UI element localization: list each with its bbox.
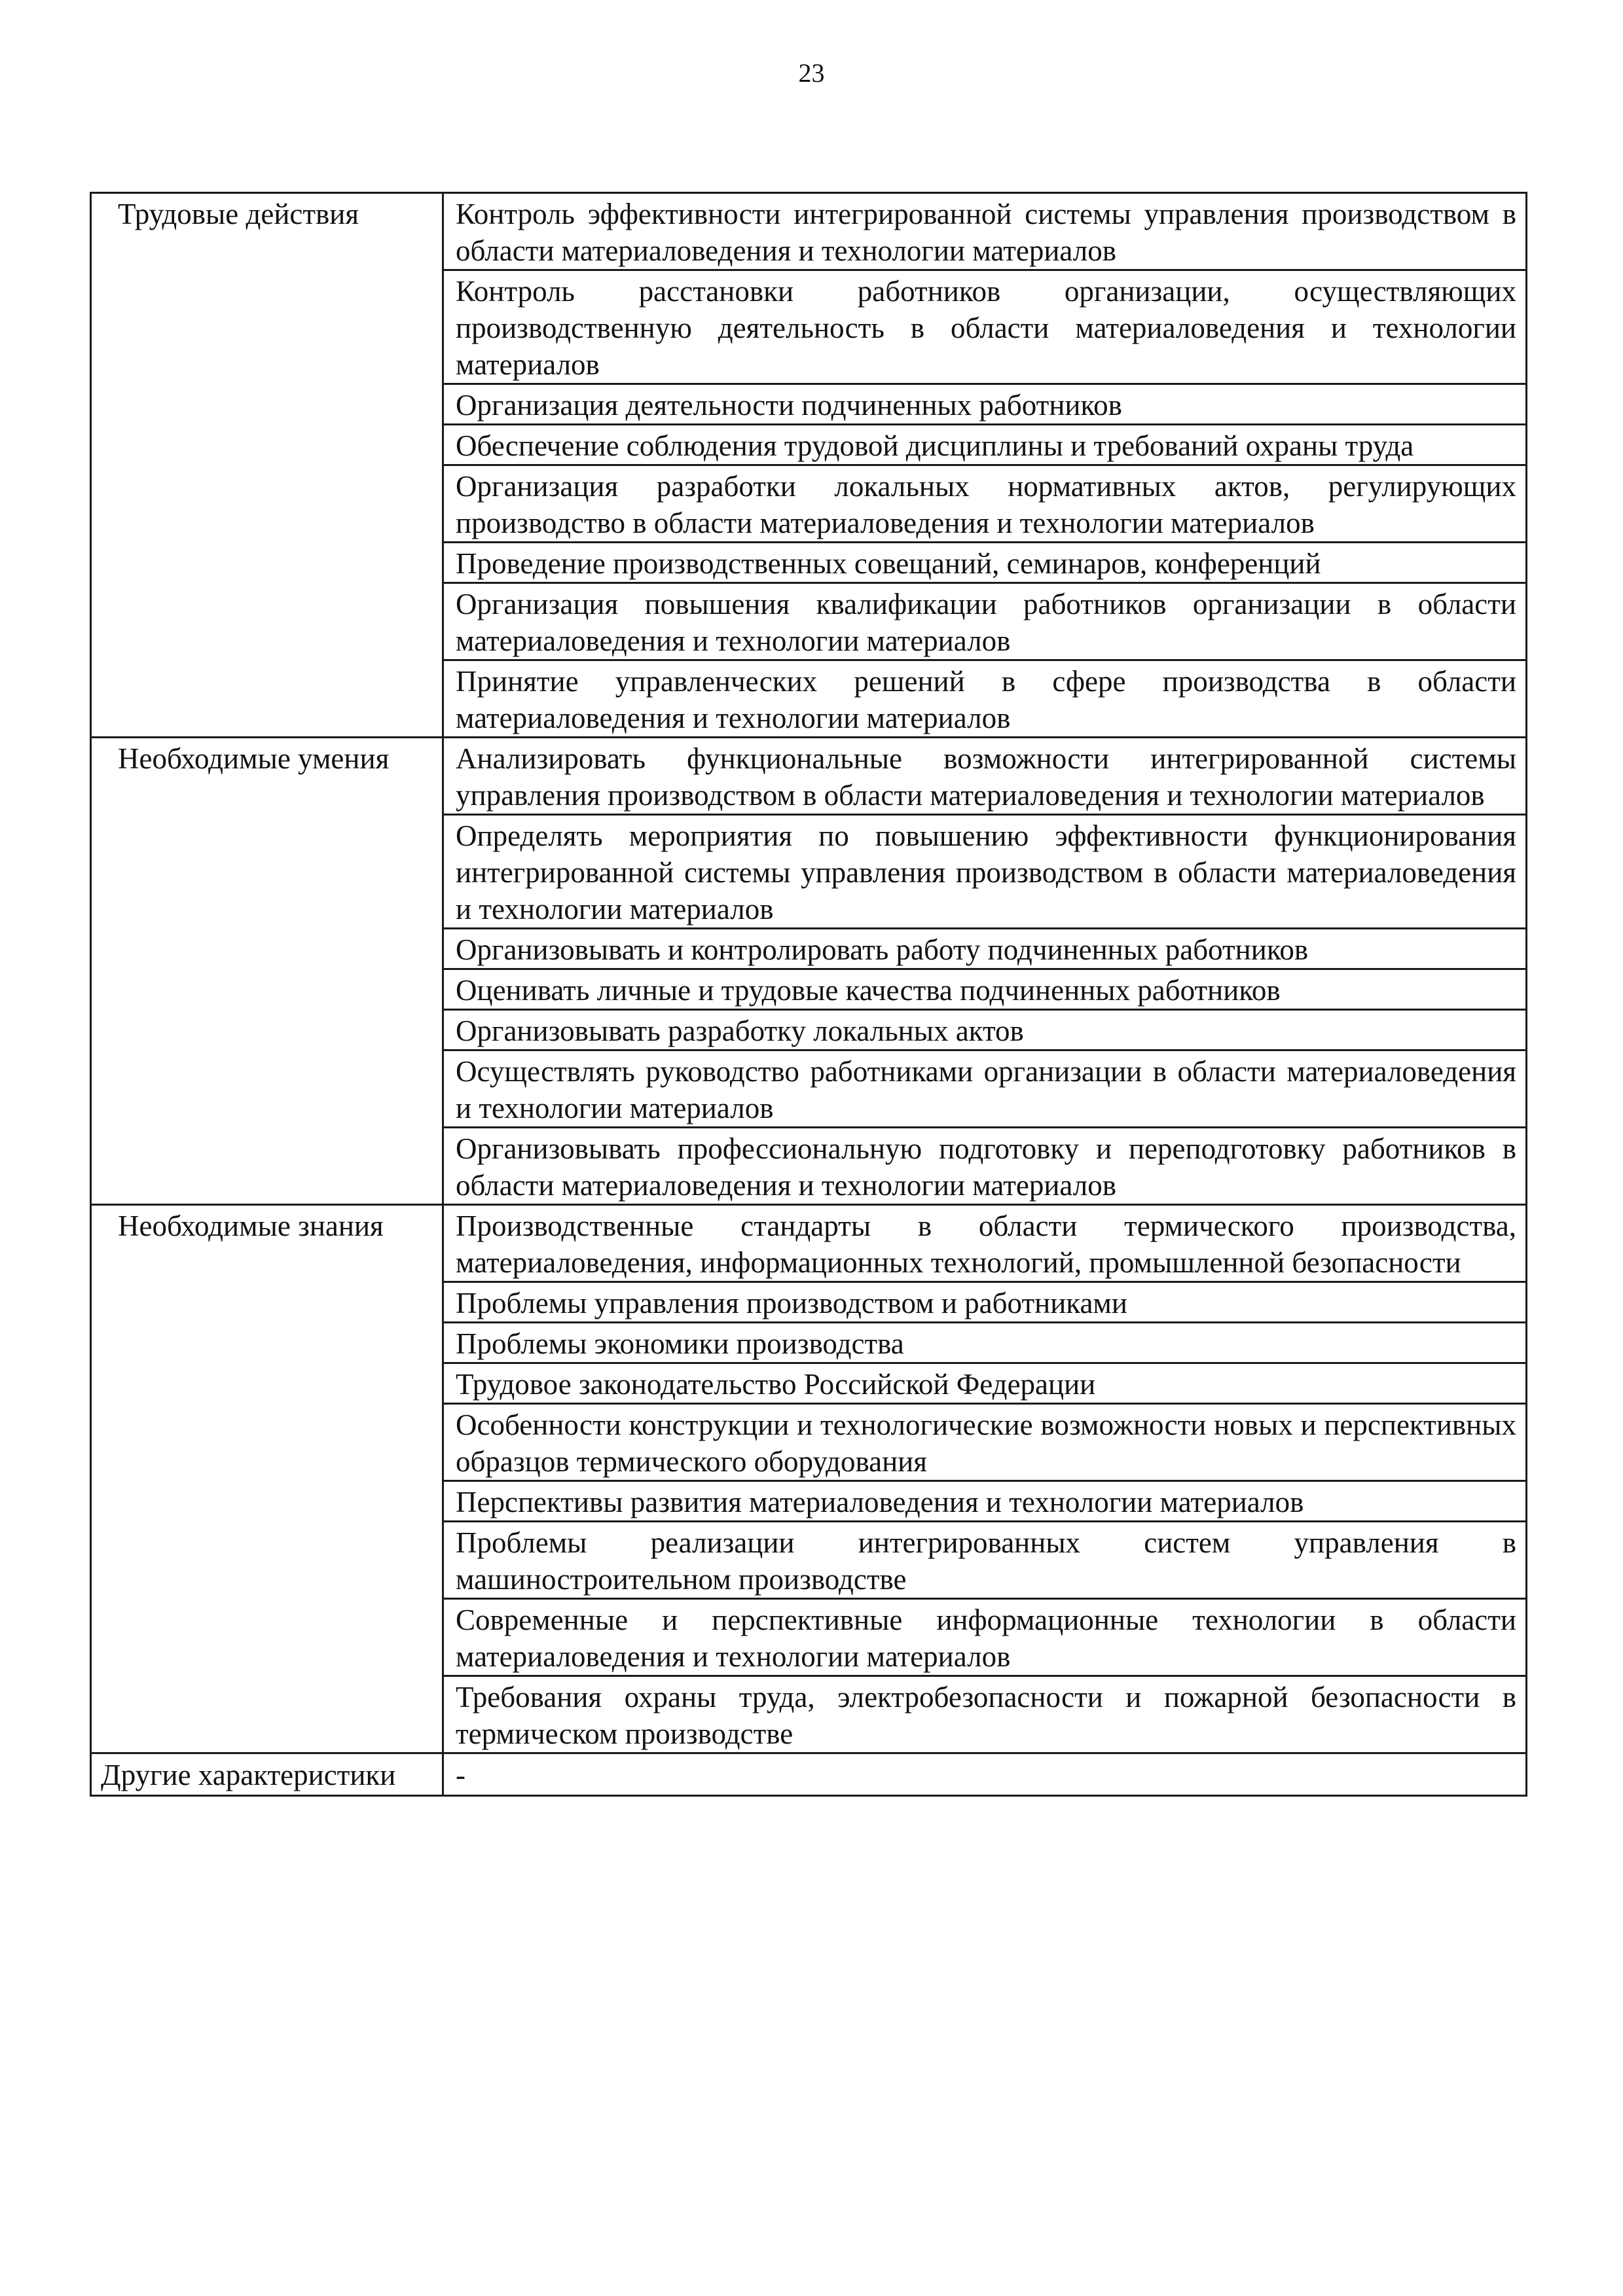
group-label: Необходимые знания bbox=[91, 1205, 443, 1753]
group-item: Принятие управленческих решений в сфере производства в области материаловедения и технологии материалов bbox=[443, 660, 1527, 738]
group-item: Требования охраны труда, электробезопасности и пожарной безопасности в термическом производстве bbox=[443, 1676, 1527, 1753]
group-item: Организация деятельности подчиненных работников bbox=[443, 384, 1527, 425]
table-row bbox=[91, 738, 1527, 815]
table-row bbox=[91, 1205, 1527, 1282]
group-item: Перспективы развития материаловедения и технологии материалов bbox=[443, 1481, 1527, 1522]
table-row bbox=[91, 193, 1527, 270]
group-label: Необходимые умения bbox=[91, 738, 443, 1205]
page-number: 23 bbox=[798, 58, 825, 88]
group-item: Организовывать и контролировать работу подчиненных работников bbox=[443, 929, 1527, 969]
group-item: Определять мероприятия по повышению эффективности функционирования интегрированной системы управления производством в области материаловедения и технологии материалов bbox=[443, 815, 1527, 929]
group-item: Оценивать личные и трудовые качества подчиненных работников bbox=[443, 969, 1527, 1010]
table-body bbox=[91, 193, 1527, 1796]
group-item: Проблемы управления производством и работниками bbox=[443, 1282, 1527, 1323]
group-item: Контроль эффективности интегрированной системы управления производством в области материаловедения и технологии материалов bbox=[443, 193, 1527, 270]
group-item: Современные и перспективные информационные технологии в области материаловедения и технологии материалов bbox=[443, 1599, 1527, 1676]
group-item: Проведение производственных совещаний, семинаров, конференций bbox=[443, 543, 1527, 583]
characteristics-table bbox=[90, 192, 1527, 1797]
group-item: Обеспечение соблюдения трудовой дисциплины и требований охраны труда bbox=[443, 425, 1527, 465]
row-value: - bbox=[443, 1753, 1527, 1796]
group-item: Особенности конструкции и технологические возможности новых и перспективных образцов термического оборудования bbox=[443, 1404, 1527, 1481]
group-item: Трудовое законодательство Российской Федерации bbox=[443, 1363, 1527, 1404]
group-item: Анализировать функциональные возможности интегрированной системы управления производством в области материаловедения и технологии материалов bbox=[443, 738, 1527, 815]
group-item: Организация разработки локальных нормативных актов, регулирующих производство в области материаловедения и технологии материалов bbox=[443, 465, 1527, 543]
group-item: Проблемы реализации интегрированных систем управления в машиностроительном производстве bbox=[443, 1522, 1527, 1599]
row-label: Другие характеристики bbox=[91, 1753, 443, 1796]
group-item: Организовывать профессиональную подготовку и переподготовку работников в области материаловедения и технологии материалов bbox=[443, 1128, 1527, 1205]
group-item: Производственные стандарты в области термического производства, материаловедения, информационных технологий, промышленной безопасности bbox=[443, 1205, 1527, 1282]
table-row-other bbox=[91, 1753, 1527, 1796]
group-item: Контроль расстановки работников организации, осуществляющих производственную деятельность в области материаловедения и технологии материалов bbox=[443, 270, 1527, 384]
group-item: Организация повышения квалификации работников организации в области материаловедения и технологии материалов bbox=[443, 583, 1527, 660]
group-label: Трудовые действия bbox=[91, 193, 443, 738]
group-item: Осуществлять руководство работниками организации в области материаловедения и технологии материалов bbox=[443, 1050, 1527, 1128]
group-item: Проблемы экономики производства bbox=[443, 1323, 1527, 1363]
group-item: Организовывать разработку локальных актов bbox=[443, 1010, 1527, 1050]
